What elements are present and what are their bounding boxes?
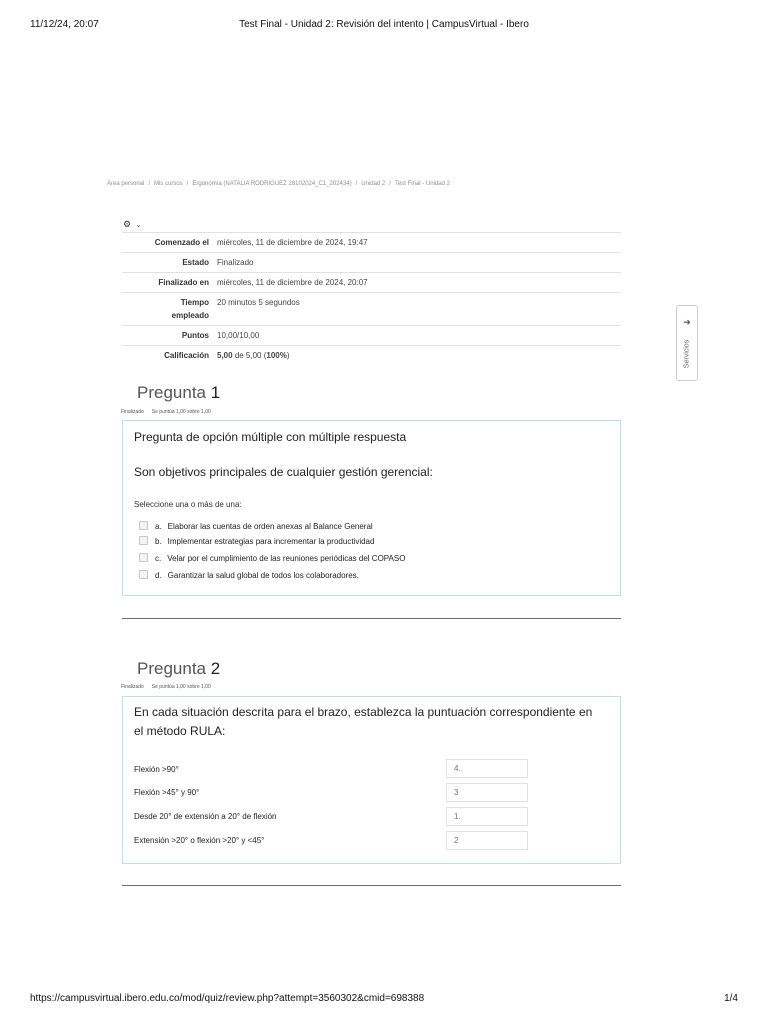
answer-letter: d.	[155, 571, 162, 580]
question-mark: Se puntúa 1,00 sobre 1,00	[151, 684, 211, 690]
summary-label: Estado	[122, 253, 213, 273]
summary-value: 10,00/10,00	[213, 326, 621, 346]
breadcrumb-item-course[interactable]: Ergonomía (NATALIA RODRIGUEZ 28102024_C1_202434)	[192, 181, 352, 187]
question-heading-word: Pregunta	[137, 383, 206, 402]
breadcrumb-item-unidad[interactable]: Unidad 2	[361, 181, 386, 187]
summary-label: Puntos	[122, 326, 213, 346]
answer-option-d[interactable]	[139, 570, 359, 580]
summary-value: 20 minutos 5 segundos	[213, 293, 621, 326]
attempt-summary-table	[122, 232, 621, 365]
grade-mid: de 5,00 (	[234, 351, 267, 360]
rula-answer-field[interactable]: 4.	[446, 759, 528, 778]
question-text: En cada situación descrita para el brazo, establezca la puntuación correspondiente en el método RULA:	[134, 705, 593, 738]
answer-text: Velar por el cumplimiento de las reuniones periódicas del COPASO	[167, 554, 406, 563]
grade-score: 5,00	[217, 351, 233, 360]
chevron-down-icon: ⌄	[135, 222, 142, 229]
question-intro: Pregunta de opción múltiple con múltiple respuesta	[134, 430, 407, 444]
print-title: Test Final - Unidad 2: Revisión del intento | CampusVirtual - Ibero	[239, 19, 529, 30]
print-footer	[30, 993, 738, 1007]
question-status: Finalizado	[121, 409, 144, 415]
services-side-tab[interactable]	[676, 305, 698, 381]
print-header	[30, 19, 738, 33]
checkbox[interactable]	[139, 553, 148, 562]
print-date: 11/12/24, 20:07	[30, 19, 99, 30]
summary-label: Calificación	[122, 346, 213, 366]
settings-menu-toggle[interactable]	[123, 219, 141, 230]
answer-letter: b.	[155, 537, 162, 546]
arrow-right-icon: ➜	[683, 317, 691, 327]
summary-row-points	[122, 326, 621, 346]
breadcrumb-item-test[interactable]: Test Final - Unidad 2	[394, 181, 450, 187]
answer-letter: c.	[155, 554, 162, 563]
summary-value: miércoles, 11 de diciembre de 2024, 20:07	[213, 273, 621, 293]
grade-percent: 100%	[266, 351, 287, 360]
breadcrumb-separator: /	[148, 181, 151, 187]
question-text: Son objetivos principales de cualquier gestión gerencial:	[134, 465, 433, 479]
answer-text: Implementar estrategias para incrementar la productividad	[167, 537, 375, 546]
breadcrumb-item-mis-cursos[interactable]: Mis cursos	[154, 181, 183, 187]
answer-option-b[interactable]	[139, 536, 374, 546]
answer-letter: a.	[155, 522, 162, 531]
services-label: Servicios	[683, 339, 691, 369]
summary-row-grade	[122, 346, 621, 366]
answer-option-c[interactable]	[139, 553, 405, 563]
question-2-box	[122, 696, 621, 864]
rula-row-label: Desde 20° de extensión a 20° de flexión	[134, 812, 277, 821]
summary-label-line2: empleado	[171, 311, 209, 320]
answer-option-a[interactable]	[139, 521, 373, 531]
summary-label: Finalizado en	[122, 273, 213, 293]
summary-value: miércoles, 11 de diciembre de 2024, 19:47	[213, 233, 621, 253]
question-1-box	[122, 420, 621, 596]
summary-row-state	[122, 253, 621, 273]
question-divider	[122, 618, 621, 619]
gear-icon: ⚙	[123, 219, 132, 229]
answer-text: Garantizar la salud global de todos los colaboradores.	[167, 571, 359, 580]
summary-row-finished	[122, 273, 621, 293]
summary-label-line1: Tiempo	[180, 298, 209, 307]
checkbox[interactable]	[139, 536, 148, 545]
checkbox[interactable]	[139, 570, 148, 579]
checkbox[interactable]	[139, 521, 148, 530]
print-url: https://campusvirtual.ibero.edu.co/mod/quiz/review.php?attempt=3560302&cmid=698388	[30, 993, 425, 1004]
answer-prompt: Seleccione una o más de una:	[134, 500, 242, 509]
breadcrumb-item-area-personal[interactable]: Área personal	[107, 181, 145, 187]
rula-row-label: Flexión >45° y 90°	[134, 788, 200, 797]
rula-answer-field[interactable]: 2	[446, 831, 528, 850]
breadcrumb-separator: /	[389, 181, 391, 187]
summary-label	[122, 293, 213, 326]
rula-answer-field[interactable]: 1.	[446, 807, 528, 826]
question-2-heading	[137, 659, 220, 679]
summary-row-started	[122, 233, 621, 253]
rula-row-label: Extensión >20° o flexión >20° y <45°	[134, 836, 265, 845]
question-1-meta	[121, 409, 211, 415]
question-heading-word: Pregunta	[137, 659, 206, 678]
rula-row-label: Flexión >90°	[134, 765, 179, 774]
question-divider	[122, 885, 621, 886]
question-number: 1	[210, 383, 221, 402]
breadcrumb-separator: /	[186, 181, 189, 187]
breadcrumb-separator: /	[355, 181, 358, 187]
question-2-meta	[121, 684, 211, 690]
answer-text: Elaborar las cuentas de orden anexas al Balance General	[167, 522, 373, 531]
rula-answer-field[interactable]: 3	[446, 783, 528, 802]
summary-label: Comenzado el	[122, 233, 213, 253]
breadcrumb	[107, 181, 450, 187]
summary-value	[213, 346, 621, 366]
summary-value: Finalizado	[213, 253, 621, 273]
question-status: Finalizado	[121, 684, 144, 690]
summary-row-time	[122, 293, 621, 326]
question-1-heading	[137, 383, 220, 403]
grade-end: )	[286, 351, 290, 360]
question-mark: Se puntúa 1,00 sobre 1,00	[151, 409, 211, 415]
print-page-number: 1/4	[724, 993, 738, 1004]
question-number: 2	[210, 659, 221, 678]
